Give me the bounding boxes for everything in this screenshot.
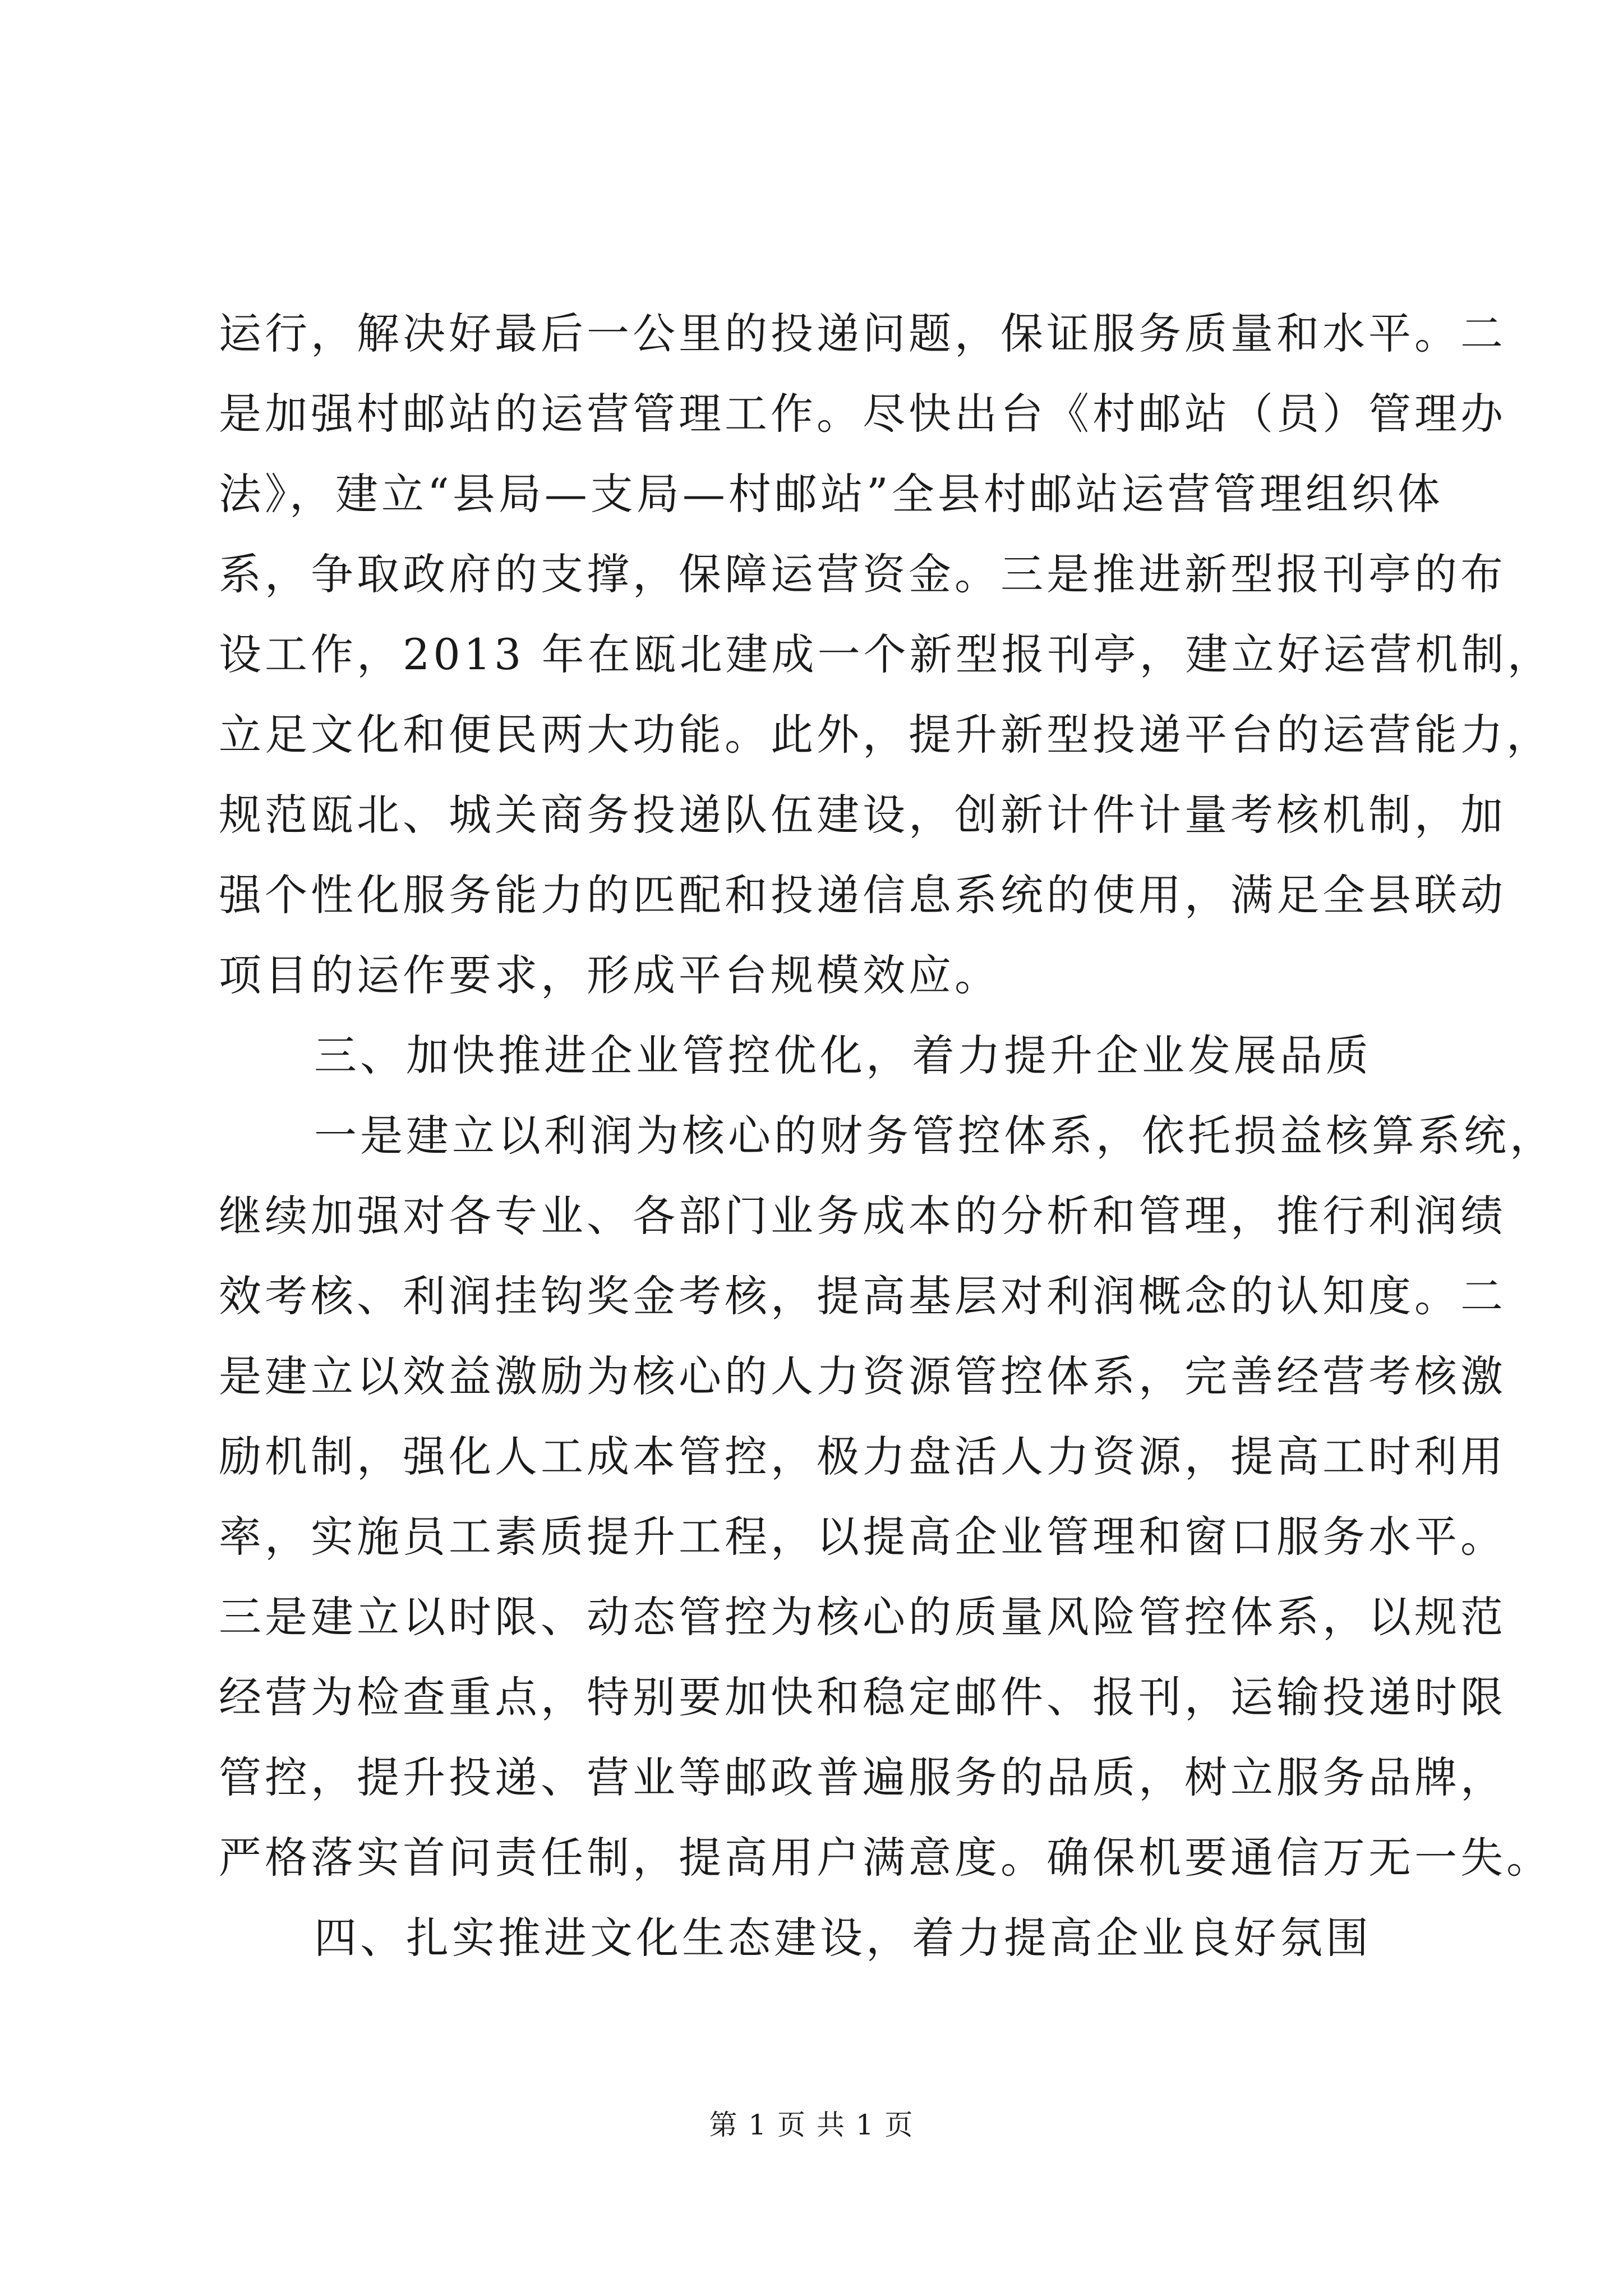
body-line: 立足文化和便民两大功能。此外，提升新型投递平台的运营能力， bbox=[219, 710, 1552, 760]
body-line: 规范瓯北、城关商务投递队伍建设，创新计件计量考核机制，加 bbox=[219, 790, 1506, 840]
body-line: 管控，提升投递、营业等邮政普遍服务的品质，树立服务品牌， bbox=[219, 1752, 1506, 1802]
body-line: 强个性化服务能力的匹配和投递信息系统的使用，满足全县联动 bbox=[219, 870, 1506, 920]
section-heading: 四、扎实推进文化生态建设，着力提高企业良好氛围 bbox=[314, 1913, 1372, 1963]
body-line: 继续加强对各专业、各部门业务成本的分析和管理，推行利润绩 bbox=[219, 1191, 1506, 1241]
body-line: 运行，解决好最后一公里的投递问题，保证服务质量和水平。二 bbox=[219, 309, 1506, 358]
body-line: 率，实施员工素质提升工程，以提高企业管理和窗口服务水平。 bbox=[219, 1512, 1506, 1562]
section-heading: 三、加快推进企业管控优化，着力提升企业发展品质 bbox=[314, 1030, 1372, 1080]
body-line: 项目的运作要求，形成平台规模效应。 bbox=[219, 950, 1000, 1000]
body-line: 一是建立以利润为核心的财务管控体系，依托损益核算系统， bbox=[314, 1111, 1556, 1161]
body-line: 严格落实首问责任制，提高用户满意度。确保机要通信万无一失。 bbox=[219, 1833, 1552, 1883]
body-line: 励机制，强化人工成本管控，极力盘活人力资源，提高工时利用 bbox=[219, 1432, 1506, 1481]
body-line: 设工作，2013 年在瓯北建成一个新型报刊亭，建立好运营机制， bbox=[219, 629, 1553, 679]
body-line: 效考核、利润挂钩奖金考核，提高基层对利润概念的认知度。二 bbox=[219, 1271, 1506, 1321]
body-line: 是建立以效益激励为核心的人力资源管控体系，完善经营考核激 bbox=[219, 1351, 1506, 1401]
body-line: 是加强村邮站的运营管理工作。尽快出台《村邮站（员）管理办 bbox=[219, 389, 1506, 439]
body-line: 经营为检查重点，特别要加快和稳定邮件、报刊，运输投递时限 bbox=[219, 1672, 1506, 1722]
page-footer: 第 1 页 共 1 页 bbox=[709, 2109, 914, 2141]
body-line: 法》，建立“县局—支局—村邮站”全县村邮站运营管理组织体 bbox=[219, 469, 1444, 519]
body-line: 三是建立以时限、动态管控为核心的质量风险管控体系，以规范 bbox=[219, 1592, 1506, 1642]
body-line: 系，争取政府的支撑，保障运营资金。三是推进新型报刊亭的布 bbox=[219, 549, 1506, 599]
